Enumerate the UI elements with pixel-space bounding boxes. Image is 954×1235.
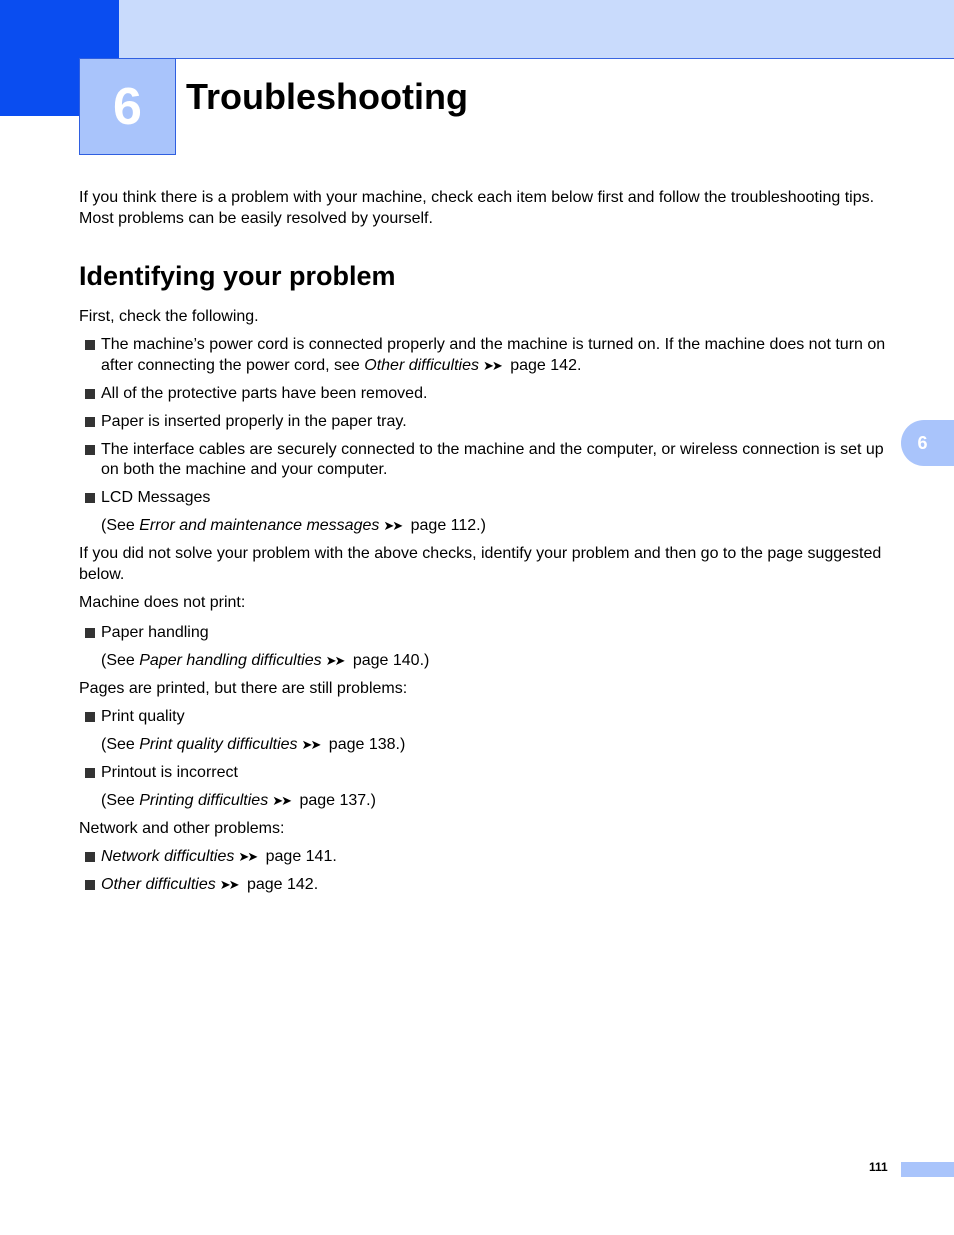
double-arrow-icon: ➤➤: [301, 737, 320, 752]
chapter-title: Troubleshooting: [186, 76, 468, 117]
link-other-difficulties[interactable]: Other difficulties: [101, 876, 216, 893]
list-item: Paper handling: [79, 623, 891, 644]
page-content: [79, 188, 891, 903]
print-quality-see-reference: (See Print quality difficulties ➤➤ page 138.): [101, 736, 406, 753]
link-network-difficulties[interactable]: Network difficulties: [101, 848, 235, 865]
bullet-square-icon: [85, 493, 95, 503]
double-arrow-icon: ➤➤: [272, 793, 290, 808]
link-printing-difficulties[interactable]: Printing difficulties: [139, 792, 269, 809]
bullet-square-icon: [85, 852, 95, 862]
no-print-label: Machine does not print:: [79, 593, 246, 611]
network-label: Network and other problems:: [79, 820, 285, 837]
printout-see-reference: (See Printing difficulties ➤➤ page 137.): [101, 792, 376, 809]
bullet-square-icon: [85, 880, 95, 890]
bullet-square-icon: [85, 712, 95, 722]
double-arrow-icon: ➤➤: [238, 849, 257, 864]
list-item: All of the protective parts have been removed.: [79, 384, 891, 405]
list-item: Print quality: [79, 707, 891, 728]
link-print-quality[interactable]: Print quality difficulties: [139, 736, 298, 753]
header-band: [0, 0, 954, 59]
list-item: Paper is inserted properly in the paper tray.: [79, 412, 891, 433]
first-check-text: First, check the following.: [79, 308, 259, 325]
check-list: [79, 335, 891, 509]
chapter-side-tab[interactable]: 6: [901, 420, 954, 466]
bullet-square-icon: [85, 340, 95, 350]
list-item: Printout is incorrect: [79, 763, 891, 784]
link-error-messages[interactable]: Error and maintenance messages: [139, 517, 380, 534]
printed-problems-label: Pages are printed, but there are still problems:: [79, 680, 408, 697]
bullet-square-icon: [85, 628, 95, 638]
list-item: Network difficulties ➤➤ page 141.: [79, 847, 891, 868]
list-item: Other difficulties ➤➤ page 142.: [79, 875, 891, 896]
bullet-square-icon: [85, 445, 95, 455]
list-item: The machine’s power cord is connected properly and the machine is turned on. If the machine does not turn on after connecting the power cord, see Other difficulties ➤➤ page 142.: [79, 335, 891, 376]
page-number-tab: [901, 1162, 954, 1177]
link-paper-handling[interactable]: Paper handling difficulties: [139, 652, 322, 669]
bullet-square-icon: [85, 417, 95, 427]
page-number: 111: [869, 1160, 888, 1174]
paper-handling-see-reference: (See Paper handling difficulties ➤➤ page 140.): [101, 652, 430, 669]
list-item: LCD Messages: [79, 488, 891, 509]
not-solved-paragraph: If you did not solve your problem with the above checks, identify your problem and then go to the page suggested below.: [79, 545, 882, 583]
lcd-see-reference: (See Error and maintenance messages ➤➤ page 112.): [101, 517, 486, 534]
intro-paragraph: If you think there is a problem with your machine, check each item below first and follow the troubleshooting tips. Most problems can be easily resolved by yourself.: [79, 189, 875, 227]
double-arrow-icon: ➤➤: [219, 877, 238, 892]
bullet-square-icon: [85, 389, 95, 399]
double-arrow-icon: ➤➤: [325, 653, 344, 668]
double-arrow-icon: ➤➤: [383, 518, 402, 533]
list-item: The interface cables are securely connected to the machine and the computer, or wireless connection is set up on both the machine and your computer.: [79, 440, 891, 481]
bullet-square-icon: [85, 768, 95, 778]
chapter-number: 6: [79, 58, 176, 155]
link-other-difficulties[interactable]: Other difficulties: [364, 356, 479, 374]
double-arrow-icon: ➤➤: [482, 357, 501, 373]
section-title: Identifying your problem: [79, 261, 396, 291]
